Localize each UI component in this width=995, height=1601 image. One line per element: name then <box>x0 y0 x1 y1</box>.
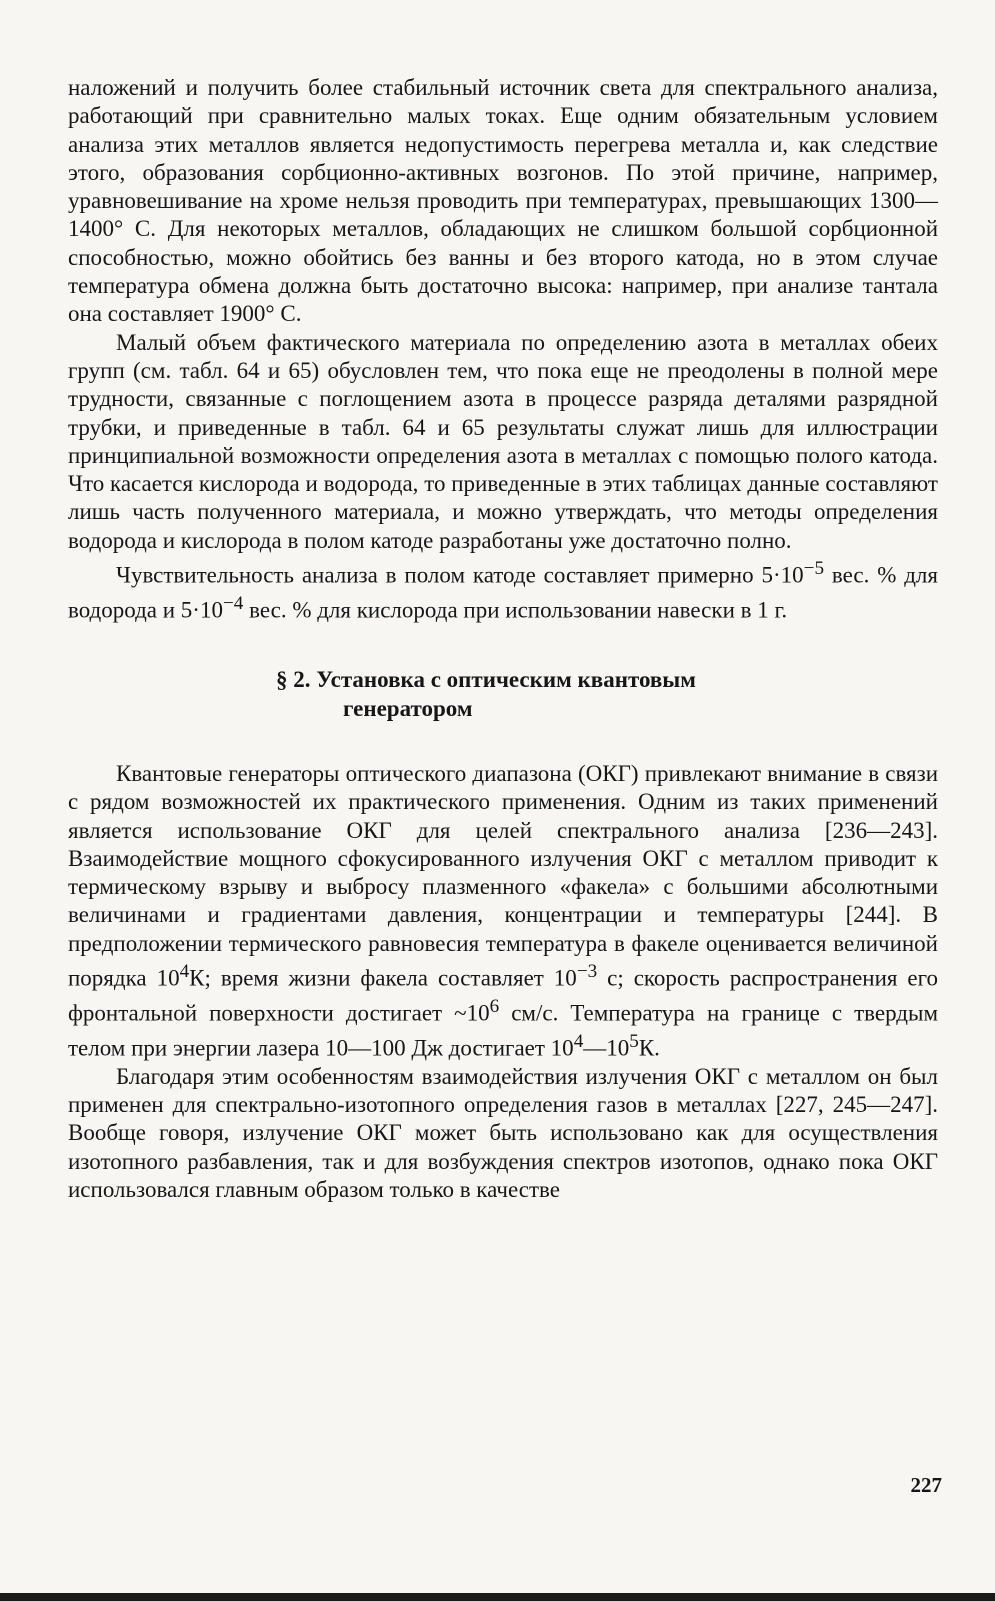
superscript: −4 <box>222 593 244 614</box>
text-run: вес. % для водорода и 5·10 <box>68 562 938 623</box>
paragraph-nitrogen: Малый объем фактического материала по определению азота в металлах обеих групп (см. табл. 64 и 65) обусловлен тем, что пока еще не преодолены в полной мере трудности, связанные с поглощением азота в процессе разряда деталями разрядной трубки, и приведенные в табл. 64 и 65 результаты служат лишь для иллюстрации принципиальной возможности определения азота в металлах с помощью полого катода. Что касается кислорода и водорода, то приведенные в этих таблицах данные составляют лишь часть полученного материала, и можно утверждать, что методы определения водорода и кислорода в полом катоде разработаны уже достаточно полно. <box>68 329 938 553</box>
superscript: −3 <box>576 961 598 983</box>
superscript: 6 <box>489 995 500 1017</box>
text-run: К. <box>638 1035 660 1061</box>
superscript: 4 <box>179 961 190 983</box>
superscript: 4 <box>573 1030 584 1052</box>
superscript: −5 <box>803 558 825 580</box>
section-heading <box>68 665 938 723</box>
text-run: Чувствительность анализа в полом катоде составляет примерно 5·10 <box>116 562 804 588</box>
paragraph-continuation: наложений и получить более стабильный источник света для спектрального анализа, работающий при сравнительно малых токах. Еще одним обязательным условием анализа этих металлов является недопустимость перегрева металла и, как следствие этого, образования сорбционно-активных возгонов. По этой причине, например, уравновешивание на хроме нельзя проводить при температурах, превышающих 1300—1400° С. Для некоторых металлов, обладающих не слишком большой сорбционной способностью, можно обойтись без ванны и без второго катода, но в этом случае температура обмена должна быть достаточно высока: например, при анализе тантала она составляет 1900° С. <box>68 75 938 327</box>
text-run: с; скорость распространения его фронтальной поверхности достигает ~10 <box>68 965 938 1026</box>
section-heading-line1: § 2. Установка с оптическим квантовым <box>276 666 696 692</box>
text-run: см/с. Температура на границе с твердым телом при энергии лазера 10—100 Дж достигает 10 <box>68 1000 938 1061</box>
page-body <box>68 74 938 1204</box>
text-run: К; время жизни факела составляет 10 <box>189 965 577 991</box>
superscript: 5 <box>629 1030 639 1052</box>
text-run: Квантовые генераторы оптического диапазона (ОКГ) привлекают внимание в связи с рядом возможностей их практического применения. Одним из таких применений является использование ОКГ для целей спектрального анализа [236—243]. Взаимодействие мощного сфокусированного излучения ОКГ с металлом приводит к термическому взрыву и выбросу плазменного «факела» с большими абсолютными величинами и градиентами давления, концентрации и температуры [244]. В предположении термического равновесия температура в факеле оценивается величиной порядка 10 <box>68 760 938 991</box>
section-heading-line2: генератором <box>343 695 473 721</box>
paragraph-sensitivity <box>68 555 938 625</box>
scan-edge <box>0 1593 995 1601</box>
text-run: вес. % для кислорода при использовании навески в 1 г. <box>243 597 788 623</box>
paragraph-final: Благодаря этим особенностям взаимодействия излучения ОКГ с металлом он был применен для спектрально-изотопного определения газов в металлах [227, 245—247]. Вообще говоря, излучение ОКГ может быть использовано как для осуществления изотопного разбавления, так и для возбуждения спектров изотопов, однако пока ОКГ использовался главным образом только в качестве <box>68 1063 938 1203</box>
page-number: 227 <box>910 1473 942 1497</box>
text-run: —10 <box>583 1035 630 1061</box>
paragraph-laser <box>68 760 938 1063</box>
